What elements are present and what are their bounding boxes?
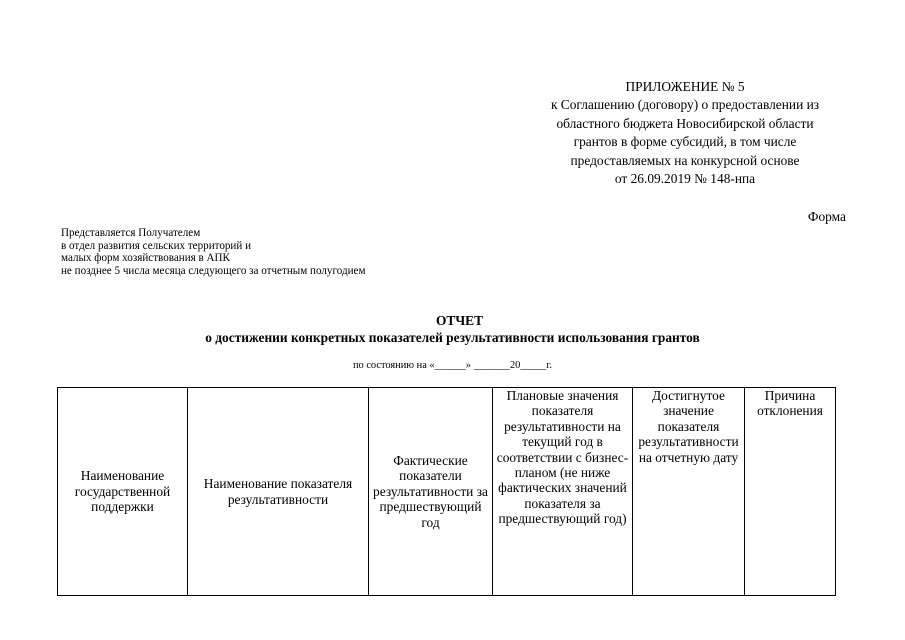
header-cell-support-name: Наименование государственной поддержки [58,388,188,596]
appendix-line: предоставляемых на конкурсной основе [570,152,800,168]
submission-note-line: не позднее 5 числа месяца следующего за отчетным полугодием [61,264,366,277]
form-label: Форма [807,209,846,224]
submission-note-line: Представляется Получателем [61,227,201,239]
submission-note-line: в отдел развития сельских территорий и [61,239,252,252]
report-table [57,387,836,596]
appendix-line: к Соглашению (договору) о предоставлении из [550,97,820,113]
report-title-block [0,312,905,346]
report-subtitle: о достижении конкретных показателей результативности использования грантов [205,330,700,345]
header-cell-indicator-name: Наименование показателя результативности [188,388,369,596]
appendix-line: областного бюджета Новосибирской области [556,115,814,131]
header-cell-achieved-value: Достигнутое значение показателя результативности на отчетную дату [633,388,745,596]
appendix-block [525,78,845,188]
report-title: ОТЧЕТ [435,313,484,328]
submission-note-line: малых форм хозяйствования в АПК [61,252,230,264]
appendix-line: от 26.09.2019 № 148-нпа [614,171,756,187]
header-cell-deviation-reason: Причина отклонения [745,388,836,596]
report-as-of-date: по состоянию на «______» _______20_____г. [352,360,553,371]
submission-note [61,227,365,277]
header-cell-planned-current-year: Плановые значения показателя результативности на текущий год в соответствии с бизнес-планом (не ниже фактических значений показателя за предшествующий год) [493,388,633,596]
header-cell-actual-previous-year: Фактические показатели результативности за предшествующий год [369,388,493,596]
table-header-row [58,388,836,596]
appendix-line: грантов в форме субсидий, в том числе [573,134,797,150]
appendix-line: ПРИЛОЖЕНИЕ № 5 [625,79,745,94]
